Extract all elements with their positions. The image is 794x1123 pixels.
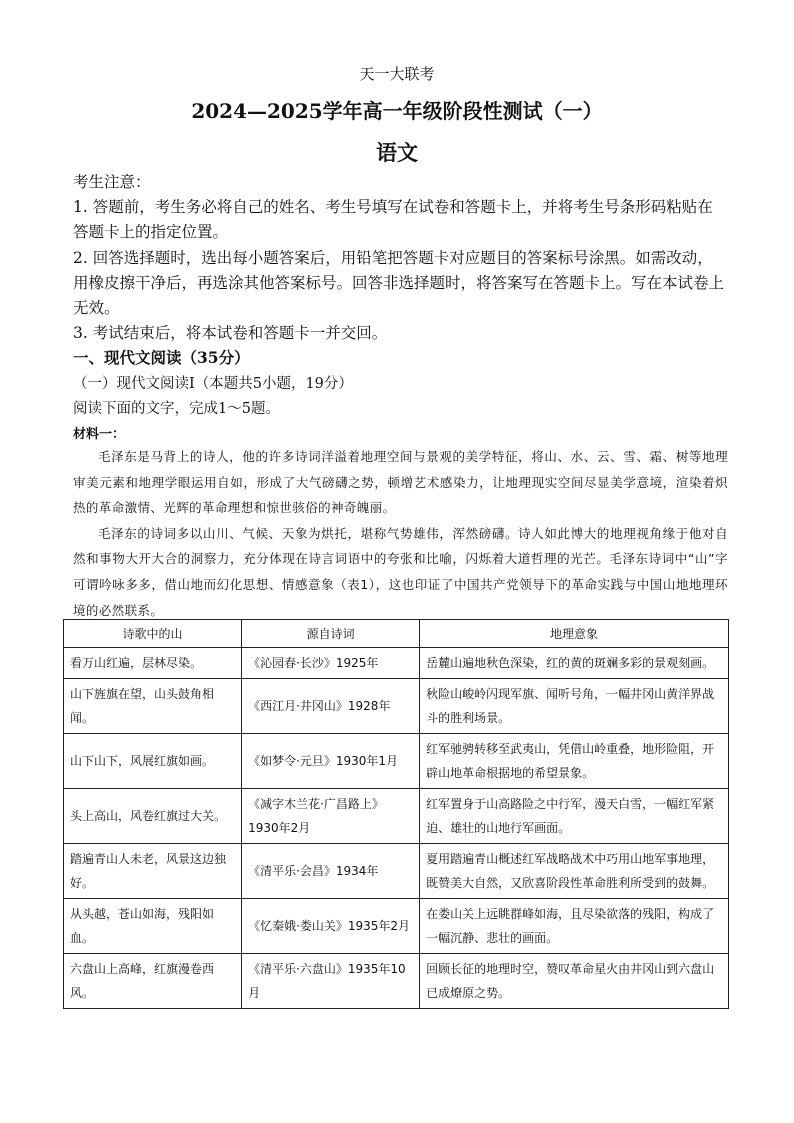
table-cell: 《清平乐·会昌》1934年 — [242, 844, 420, 899]
table-header-row — [64, 620, 729, 648]
poetry-mountain-table — [63, 619, 729, 1009]
table-header-cell: 地理意象 — [420, 620, 729, 648]
table-row — [64, 954, 729, 1009]
table-cell: 红军驰骋转移至武夷山，凭借山岭重叠，地形险阻，开辟山地革命根据地的希望景象。 — [420, 734, 729, 789]
table-cell: 看万山红遍，层林尽染。 — [64, 648, 242, 679]
exam-organizer: 天一大联考 — [359, 65, 435, 83]
table-row — [64, 648, 729, 679]
table-row — [64, 679, 729, 734]
table-cell: 在娄山关上远眺群峰如海，且尽染欲落的残阳，构成了一幅沉静、悲壮的画面。 — [420, 899, 729, 954]
table-cell: 山下旌旗在望，山头鼓角相闻。 — [64, 679, 242, 734]
table-cell: 《忆秦娥·娄山关》1935年2月 — [242, 899, 420, 954]
notice-item-1: 1. 答题前，考生务必将自己的姓名、考生号填写在试卷和答题卡上，并将考生号条形码粘贴在答题卡上的指定位置。 — [73, 198, 713, 242]
notice-heading: 考生注意： — [73, 173, 151, 191]
table-row — [64, 734, 729, 789]
table-cell: 岳麓山遍地秋色深染，红的黄的斑斓多彩的景观刻画。 — [420, 648, 729, 679]
table-row — [64, 844, 729, 899]
table-cell: 红军置身于山高路险之中行军，漫天白雪，一幅红军紧迫、雄壮的山地行军画面。 — [420, 789, 729, 844]
table-cell: 回顾长征的地理时空，赞叹革命星火由井冈山到六盘山已成燎原之势。 — [420, 954, 729, 1009]
table-cell: 《清平乐·六盘山》1935年10月 — [242, 954, 420, 1009]
notice-item-2: 2. 回答选择题时，选出每小题答案后，用铅笔把答题卡对应题目的答案标号涂黑。如需改动，用橡皮擦干净后，再选涂其他答案标号。回答非选择题时，将答案写在答题卡上。写在本试卷上无效。 — [73, 248, 725, 318]
material-text — [73, 444, 728, 623]
table-row — [64, 789, 729, 844]
table-cell: 夏用踏遍青山概述红军战略战术中巧用山地军事地理，既赞美大自然，又欣喜阶段性革命胜利所受到的鼓舞。 — [420, 844, 729, 899]
material-paragraph: 毛泽东是马背上的诗人，他的许多诗词洋溢着地理空间与景观的美学特征，将山、水、云、雪、霜、树等地理审美元素和地理学眼运用自如，形成了大气磅礴之势，顿增艺术感染力，让地理现实空间尽显美学意境，渲染着炽热的革命激情、光辉的革命理想和惊世骇俗的神奇魄丽。 — [73, 449, 728, 516]
table-cell: 秋险山峻岭闪现军旗、闻听号角，一幅井冈山黄洋界战斗的胜利场景。 — [420, 679, 729, 734]
exam-subject: 语文 — [376, 140, 418, 165]
notice-item-3: 3. 考试结束后，将本试卷和答题卡一并交回。 — [73, 324, 388, 343]
section-subtitle: （一）现代文阅读Ⅰ（本题共5小题，19分） — [73, 376, 353, 392]
section-instruction: 阅读下面的文字，完成1～5题。 — [73, 401, 280, 417]
material-paragraph: 毛泽东的诗词多以山川、气候、天象为烘托，堪称气势雄伟，浑然磅礴。诗人如此博大的地理视角缘于他对自然和事物大开大合的洞察力，充分体现在诗言词语中的夸张和比喻，闪烁着大道哲理的光芒。毛泽东诗词中“山”字可谓吟咏多多，借山地而幻化思想、情感意象（表1），这也印证了中国共产党领导下的革命实践与中国山地地理环境的必然联系。 — [73, 525, 728, 618]
table-cell: 从头越，苍山如海，残阳如血。 — [64, 899, 242, 954]
exam-title: 2024—2025学年高一年级阶段性测试（一） — [191, 99, 603, 123]
candidate-notice — [73, 170, 728, 346]
table-cell: 《西江月·井冈山》1928年 — [242, 679, 420, 734]
table-row — [64, 899, 729, 954]
table-cell: 《沁园春·长沙》1925年 — [242, 648, 420, 679]
table-header-cell: 源自诗词 — [242, 620, 420, 648]
material-label: 材料一： — [73, 427, 126, 442]
table-cell: 头上高山，风卷红旗过大关。 — [64, 789, 242, 844]
table-cell: 《减字木兰花·广昌路上》1930年2月 — [242, 789, 420, 844]
section-title: 一、现代文阅读（35分） — [73, 348, 250, 367]
table-cell: 六盘山上高峰，红旗漫卷西风。 — [64, 954, 242, 1009]
table-cell: 踏遍青山人未老，风景这边独好。 — [64, 844, 242, 899]
table-cell: 《如梦令·元旦》1930年1月 — [242, 734, 420, 789]
table-cell: 山下山下，风展红旗如画。 — [64, 734, 242, 789]
table-header-cell: 诗歌中的山 — [64, 620, 242, 648]
